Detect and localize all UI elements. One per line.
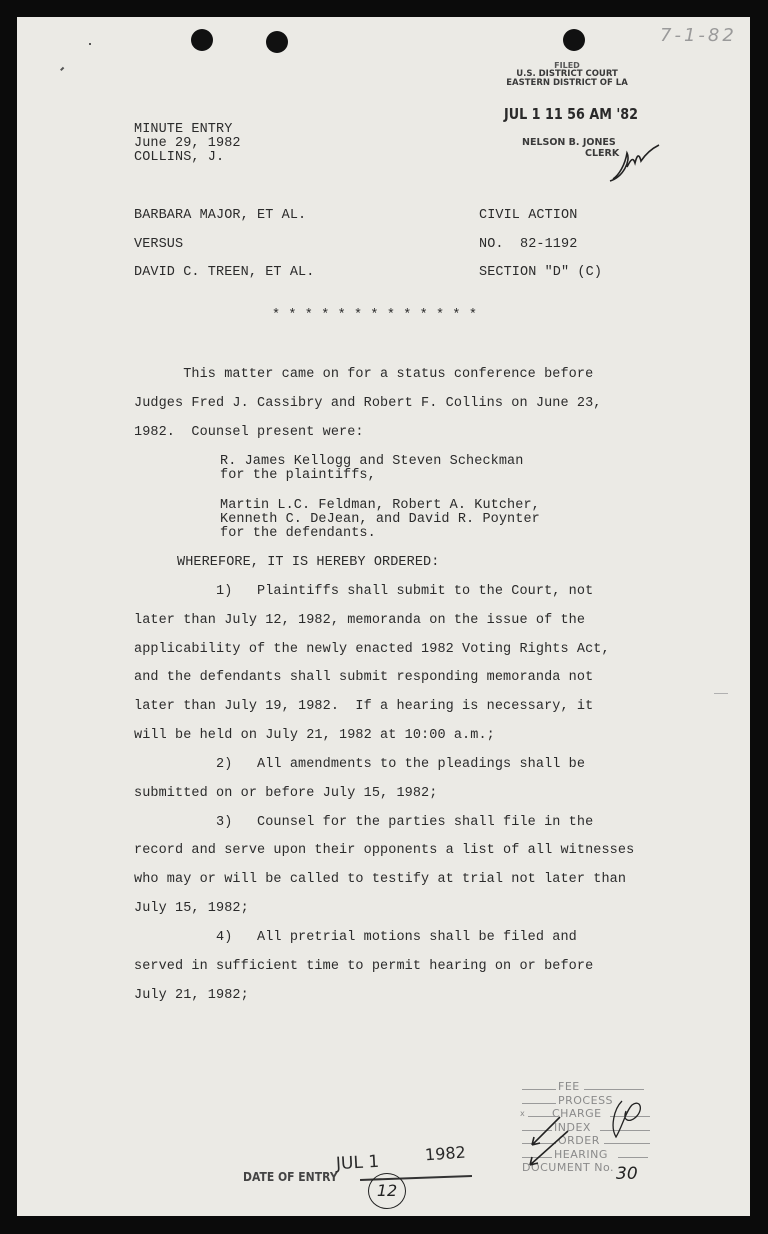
asterisk-separator: * * * * * * * * * * * * *: [272, 308, 478, 323]
order-1-line-6: will be held on July 21, 1982 at 10:00 a.m.;: [134, 728, 495, 743]
docket-label-index: INDEX: [554, 1120, 591, 1134]
intro-line-1: This matter came on for a status conference before: [134, 367, 594, 382]
filed-stamp-clerk: NELSON B. JONES: [522, 137, 616, 148]
filed-stamp-clerk-title: CLERK: [585, 148, 620, 159]
punch-hole-left: [191, 29, 213, 51]
filed-stamp-line1: FILED: [554, 61, 580, 70]
docket-document-label: DOCUMENT No.: [522, 1161, 615, 1174]
punch-hole-center: [266, 31, 288, 53]
docket-row-charge: x CHARGE: [522, 1107, 662, 1121]
punch-hole-right: [563, 29, 585, 51]
stray-mark-2: [60, 67, 64, 71]
intro-line-2: Judges Fred J. Cassibry and Robert F. Collins on June 23,: [134, 396, 602, 411]
order-1-line-2: later than July 12, 1982, memoranda on the issue of the: [134, 613, 586, 628]
order-3-line-1: 3) Counsel for the parties shall file in the: [134, 815, 594, 830]
document-page: [17, 17, 750, 1216]
minute-entry-title: MINUTE ENTRY: [134, 122, 233, 137]
entry-stamp-year: 1982: [424, 1142, 467, 1165]
entry-stamp-label: DATE OF ENTRY: [243, 1170, 338, 1184]
filed-stamp: [502, 61, 632, 88]
counsel-plaintiffs-line-1: R. James Kellogg and Steven Scheckman: [220, 454, 524, 469]
order-1-line-5: later than July 19, 1982. If a hearing is necessary, it: [134, 699, 594, 714]
docket-label-process: PROCESS: [558, 1093, 614, 1107]
entry-stamp-date: JUL 1: [335, 1151, 380, 1175]
docket-label-fee: FEE: [558, 1080, 580, 1093]
counsel-defendants-line-2: Kenneth C. DeJean, and David R. Poynter: [220, 512, 540, 527]
counsel-plaintiffs-line-2: for the plaintiffs,: [220, 468, 376, 483]
handwritten-date: 7-1-82: [660, 25, 737, 46]
margin-mark: [714, 693, 728, 694]
intro-line-3: 1982. Counsel present were:: [134, 425, 364, 440]
order-1-line-3: applicability of the newly enacted 1982 Voting Rights Act,: [134, 642, 610, 657]
docket-checkmarks-icon: [522, 1097, 662, 1177]
clerk-signature-icon: [605, 141, 661, 185]
counsel-defendants-line-1: Martin L.C. Feldman, Robert A. Kutcher,: [220, 498, 540, 513]
wherefore-clause: WHEREFORE, IT IS HEREBY ORDERED:: [177, 555, 440, 570]
caption-plaintiff: BARBARA MAJOR, ET AL.: [134, 208, 307, 223]
stray-mark-1: [89, 43, 91, 45]
minute-entry-date: June 29, 1982: [134, 136, 241, 151]
caption-case-number: NO. 82-1192: [479, 237, 578, 252]
docket-document-number: 30: [616, 1164, 638, 1184]
caption-section: SECTION "D" (C): [479, 265, 603, 280]
entry-circled-number: [368, 1173, 406, 1209]
order-3-line-3: who may or will be called to testify at trial not later than: [134, 872, 627, 887]
filed-stamp-line3: EASTERN DISTRICT OF LA: [506, 78, 628, 88]
order-4-line-1: 4) All pretrial motions shall be filed and: [134, 930, 577, 945]
caption-versus: VERSUS: [134, 237, 184, 252]
filed-stamp-datetime: JUL 1 11 56 AM '82: [504, 105, 638, 123]
entry-circled-number-value: 12: [376, 1181, 398, 1200]
order-4-line-2: served in sufficient time to permit hearing on or before: [134, 959, 594, 974]
order-3-line-4: July 15, 1982;: [134, 901, 249, 916]
order-2-line-1: 2) All amendments to the pleadings shall be: [134, 757, 586, 772]
docket-label-charge: CHARGE: [552, 1107, 602, 1120]
docket-row-fee: [522, 1080, 662, 1094]
minute-entry-judge: COLLINS, J.: [134, 150, 225, 165]
caption-defendant: DAVID C. TREEN, ET AL.: [134, 265, 315, 280]
order-4-line-3: July 21, 1982;: [134, 988, 249, 1003]
order-3-line-2: record and serve upon their opponents a list of all witnesses: [134, 843, 635, 858]
order-2-line-2: submitted on or before July 15, 1982;: [134, 786, 438, 801]
filed-stamp-line2: U.S. DISTRICT COURT: [516, 69, 618, 79]
order-1-line-4: and the defendants shall submit responding memoranda not: [134, 670, 594, 685]
order-1-line-1: 1) Plaintiffs shall submit to the Court, not: [134, 584, 594, 599]
counsel-defendants-line-3: for the defendants.: [220, 526, 376, 541]
docket-label-order: ORDER: [558, 1134, 600, 1147]
docket-label-hearing: HEARING: [554, 1147, 608, 1161]
caption-action-type: CIVIL ACTION: [479, 208, 578, 223]
